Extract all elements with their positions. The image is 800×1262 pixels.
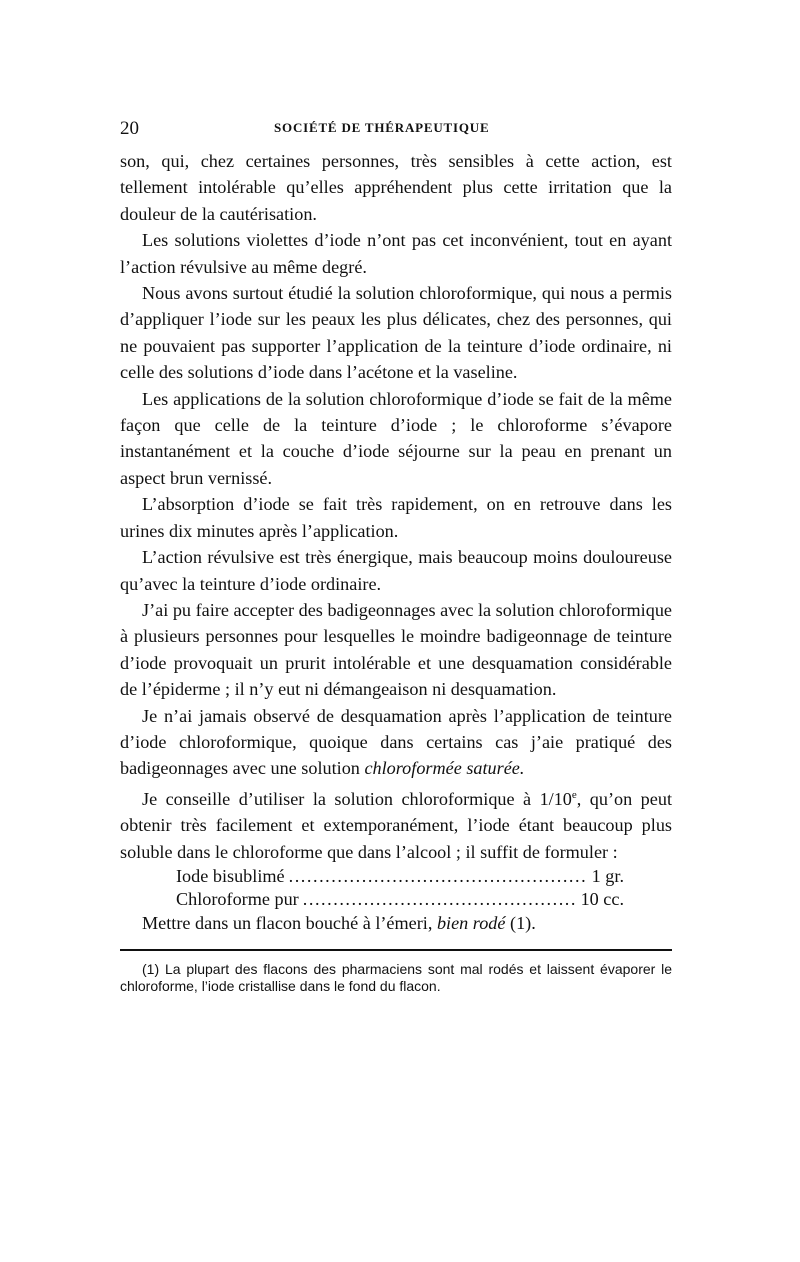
footnote-ref: (1). xyxy=(505,913,536,934)
paragraph-text: Je conseille d’utiliser la solution chloroformique à 1/10 xyxy=(142,788,572,809)
ingredient-name: Iode bisublimé xyxy=(176,866,285,887)
closing-line xyxy=(120,911,672,935)
running-title: SOCIÉTÉ DE THÉRAPEUTIQUE xyxy=(274,120,490,135)
running-head xyxy=(120,118,672,148)
formula-row xyxy=(120,888,672,911)
paragraph xyxy=(120,703,672,782)
dot-leader xyxy=(289,865,588,888)
paragraph: Nous avons surtout étudié la solution chloroformique, qui nous a permis d’appliquer l’iode sur les peaux les plus délicates, chez des personnes, qui ne pouvaient pas supporter l’application de la teinture d’iode ordinaire, ni celle des solutions d’iode dans l’acétone et la vaseline. xyxy=(120,283,672,383)
superscript: e xyxy=(571,788,577,801)
formula-list xyxy=(120,865,672,911)
footnote-text: La plupart des flacons des pharmaciens sont mal rodés et laissent évaporer le chloroforme, l’iode cristallise dans le fond du flacon. xyxy=(120,961,673,995)
page-number: 20 xyxy=(120,118,139,139)
paragraph: L’absorption d’iode se fait très rapidement, on en retrouve dans les urines dix minutes après l’application. xyxy=(120,494,672,541)
book-page xyxy=(120,118,672,995)
footnote xyxy=(120,961,672,995)
ingredient-name: Chloroforme pur xyxy=(176,889,299,910)
ingredient-quantity: 10 cc. xyxy=(580,889,624,910)
paragraph xyxy=(120,782,672,865)
paragraph: J’ai pu faire accepter des badigeonnages avec la solution chloroformique à plusieurs personnes pour lesquelles le moindre badigeonnage de teinture d’iode provoquait un prurit intolérable et une desquamation considérable de l’épiderme ; il n’y eut ni démangeaison ni desquamation. xyxy=(120,599,672,700)
paragraph: L’action révulsive est très énergique, mais beaucoup moins douloureuse qu’avec la teinture d’iode ordinaire. xyxy=(120,547,672,594)
footnote-divider xyxy=(120,949,672,951)
footnote-marker: (1) xyxy=(142,961,160,978)
body-text xyxy=(120,148,672,865)
ingredient-quantity: 1 gr. xyxy=(591,866,624,887)
italic-phrase: chloroformée saturée. xyxy=(364,758,525,779)
dot-leader xyxy=(303,888,577,911)
formula-row xyxy=(120,865,672,888)
paragraph-text: Je n’ai jamais observé de desquamation après l’application de teinture d’iode chloroformique, quoique dans certains cas j’aie pratiqué des badigeonnages avec une solution xyxy=(120,705,672,779)
paragraph: son, qui, chez certaines personnes, très sensibles à cette action, est tellement intolérable qu’elles appréhendent plus cette irritation que la douleur de la cautérisation. xyxy=(120,151,672,224)
paragraph: Les solutions violettes d’iode n’ont pas cet inconvénient, tout en ayant l’action révulsive au même degré. xyxy=(120,230,672,277)
italic-phrase: bien rodé xyxy=(436,913,506,934)
footnote-paragraph xyxy=(120,961,672,995)
paragraph: Les applications de la solution chloroformique d’iode se fait de la même façon que celle de la teinture d’iode ; le chloroforme s’évapore instantanément et la couche d’iode séjourne sur la peau en prenant un aspect brun vernissé. xyxy=(120,388,672,488)
paragraph-text: , qu’on peut obtenir très facilement et extemporanément, l’iode étant beaucoup plus soluble dans le chloroforme que dans l’alcool ; il suffit de formuler : xyxy=(120,788,672,862)
closing-text: Mettre dans un flacon bouché à l’émeri, xyxy=(142,913,437,934)
